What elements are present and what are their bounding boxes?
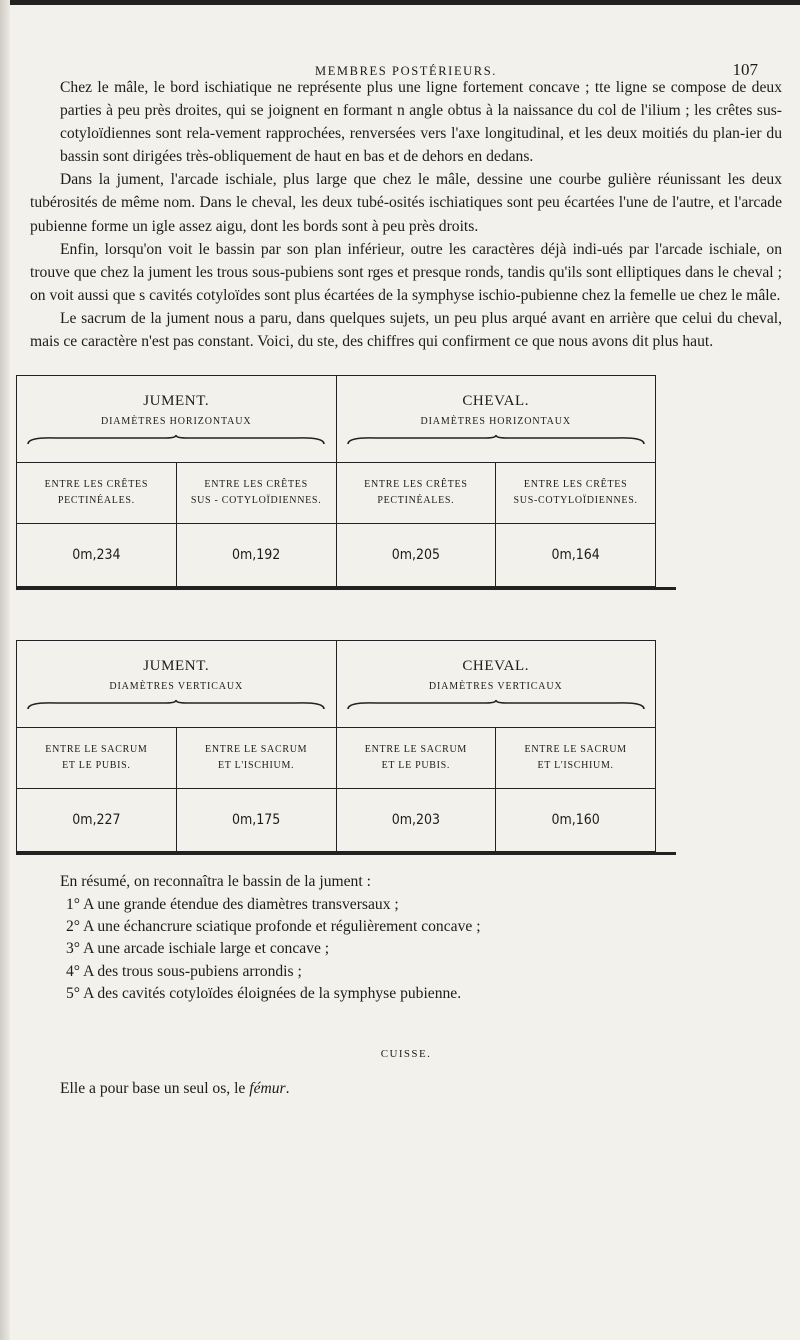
table-cell-value [17, 789, 177, 852]
measurement-value: 0m,160 [551, 812, 600, 829]
column-header-line2: ET LE PUBIS. [62, 760, 131, 772]
running-head: MEMBRES POSTÉRIEURS. [314, 64, 498, 78]
column-header-line2: ET L'ISCHIUM. [217, 760, 295, 772]
section-text [30, 1078, 782, 1100]
paragraph-male-ischial-border: Chez le mâle, le bord ischiatique ne représente plus une ligne fortement concave ; tte ligne se compose de deux parties à peu près droites, qui se joignent en formant n angle obtus à la naissance du col de l'ilium ; les crêtes sus-cotyloïdiennes sont rela-vement rapprochées, renversées vers l'axe longitudinal, et les deux moitiés du plan-ier du bassin sont dirigées très-obliquement de haut en bas et de dehors en dedans. [60, 79, 782, 166]
column-header-line1: ENTRE LE SACRUM [45, 744, 148, 756]
column-header-line1: ENTRE LES CRÊTES [523, 479, 628, 491]
column-header [176, 728, 336, 789]
column-header-line2: SUS-COTYLOÏDIENNES. [513, 495, 638, 507]
measurement-value: 0m,205 [391, 547, 441, 564]
paragraph-mare-ischial-arch: Dans la jument, l'arcade ischiale, plus large que chez le mâle, dessine une courbe gulière réunissant les deux tubérosités de même nom. Dans le cheval, les deux tubé-osités ischiatiques sont peu écartées l'une de l'autre, et l'arcade pubienne forme un igle assez aigu, dont les bords sont à peu près droits. [30, 171, 782, 235]
column-header-line1: ENTRE LE SACRUM [524, 744, 627, 756]
group-header-mare [17, 641, 337, 728]
column-header [496, 463, 656, 524]
column-header [176, 463, 336, 524]
section-title: CUISSE. [380, 1047, 432, 1060]
brace-icon [26, 435, 326, 445]
column-header-line1: ENTRE LES CRÊTES [44, 479, 149, 491]
page-header [30, 24, 782, 79]
group-title: CHEVAL. [462, 393, 530, 410]
column-header-line2: ET LE PUBIS. [381, 760, 451, 772]
group-subtitle: DIAMÈTRES VERTICAUX [109, 681, 244, 693]
group-title: JUMENT. [143, 658, 210, 675]
column-header [17, 463, 177, 524]
column-header-line1: ENTRE LES CRÊTES [204, 479, 308, 491]
group-header-horse [336, 641, 656, 728]
paragraph-sacrum: Le sacrum de la jument nous a paru, dans quelques sujets, un peu plus arqué avant en arrière que celui du cheval, mais ce caractère n'est pas constant. Voici, du ste, des chiffres qui confirment ce que nous avons dit plus haut. [30, 309, 782, 351]
measurement-value: 0m,192 [231, 547, 281, 564]
measurement-value: 0m,227 [72, 812, 121, 829]
group-subtitle: DIAMÈTRES HORIZONTAUX [100, 416, 252, 428]
brace-icon [346, 700, 646, 710]
column-header [496, 728, 656, 789]
column-header [336, 463, 496, 524]
top-border [0, 0, 800, 5]
column-header-line2: ET L'ISCHIUM. [537, 760, 614, 772]
summary-intro: En résumé, on reconnaîtra le bassin de la jument : [60, 873, 371, 891]
brace-icon [26, 700, 326, 710]
group-header-horse [336, 376, 656, 463]
list-item: 2° A une échancrure sciatique profonde et régulièrement concave ; [66, 917, 481, 935]
list-item: 1° A une grande étendue des diamètres transversaux ; [66, 895, 399, 913]
table-horizontal-diameters [16, 375, 656, 587]
page-binding-edge [0, 0, 10, 1340]
table-cell-value [176, 524, 336, 587]
column-header [17, 728, 177, 789]
table-cell-value [176, 789, 336, 852]
column-header-line1: ENTRE LE SACRUM [364, 744, 467, 756]
section-text-emphasis: fémur [249, 1079, 286, 1097]
list-item: 4° A des trous sous-pubiens arrondis ; [66, 962, 302, 980]
measurement-value: 0m,203 [391, 812, 441, 829]
table-cell-value [336, 524, 496, 587]
column-header-line2: SUS - COTYLOÏDIENNES. [190, 495, 322, 507]
group-header-mare [17, 376, 337, 463]
group-title: CHEVAL. [462, 658, 530, 675]
group-title: JUMENT. [143, 393, 210, 410]
table-cell-value [496, 524, 656, 587]
brace-icon [346, 435, 646, 445]
table-cell-value [17, 524, 177, 587]
list-item: 5° A des cavités cotyloïdes éloignées de la symphyse pubienne. [66, 985, 462, 1003]
column-header-line1: ENTRE LE SACRUM [205, 744, 308, 756]
measurement-value: 0m,175 [231, 812, 281, 829]
paragraph-inferior-plane: Enfin, lorsqu'on voit le bassin par son plan inférieur, outre les caractères déjà indi-ués par l'arcade ischiale, on trouve que chez la jument les trous sous-pubiens sont rges et presque ronds, tandis qu'ils sont elliptiques dans le cheval ; on voit aussi que s cavités cotyloïdes sont plus écartées de la symphyse ischio-pubienne chez la femelle ue chez le mâle. [30, 240, 782, 304]
column-header [336, 728, 496, 789]
book-page [30, 24, 782, 1100]
list-item: 3° A une arcade ischiale large et concave ; [66, 940, 330, 958]
column-header-line2: PECTINÉALES. [57, 495, 135, 507]
summary-list [30, 894, 782, 1006]
page-number: 107 [732, 60, 758, 79]
section-text-end: . [285, 1079, 290, 1097]
measurement-value: 0m,234 [72, 547, 121, 564]
section-text-main: Elle a pour base un seul os, le [60, 1079, 250, 1097]
column-header-line2: PECTINÉALES. [377, 495, 455, 507]
table-cell-value [496, 789, 656, 852]
group-subtitle: DIAMÈTRES HORIZONTAUX [420, 416, 572, 428]
table-cell-value [336, 789, 496, 852]
group-subtitle: DIAMÈTRES VERTICAUX [428, 681, 563, 693]
table-vertical-diameters [16, 640, 656, 852]
column-header-line1: ENTRE LES CRÊTES [364, 479, 468, 491]
measurement-value: 0m,164 [551, 547, 600, 564]
